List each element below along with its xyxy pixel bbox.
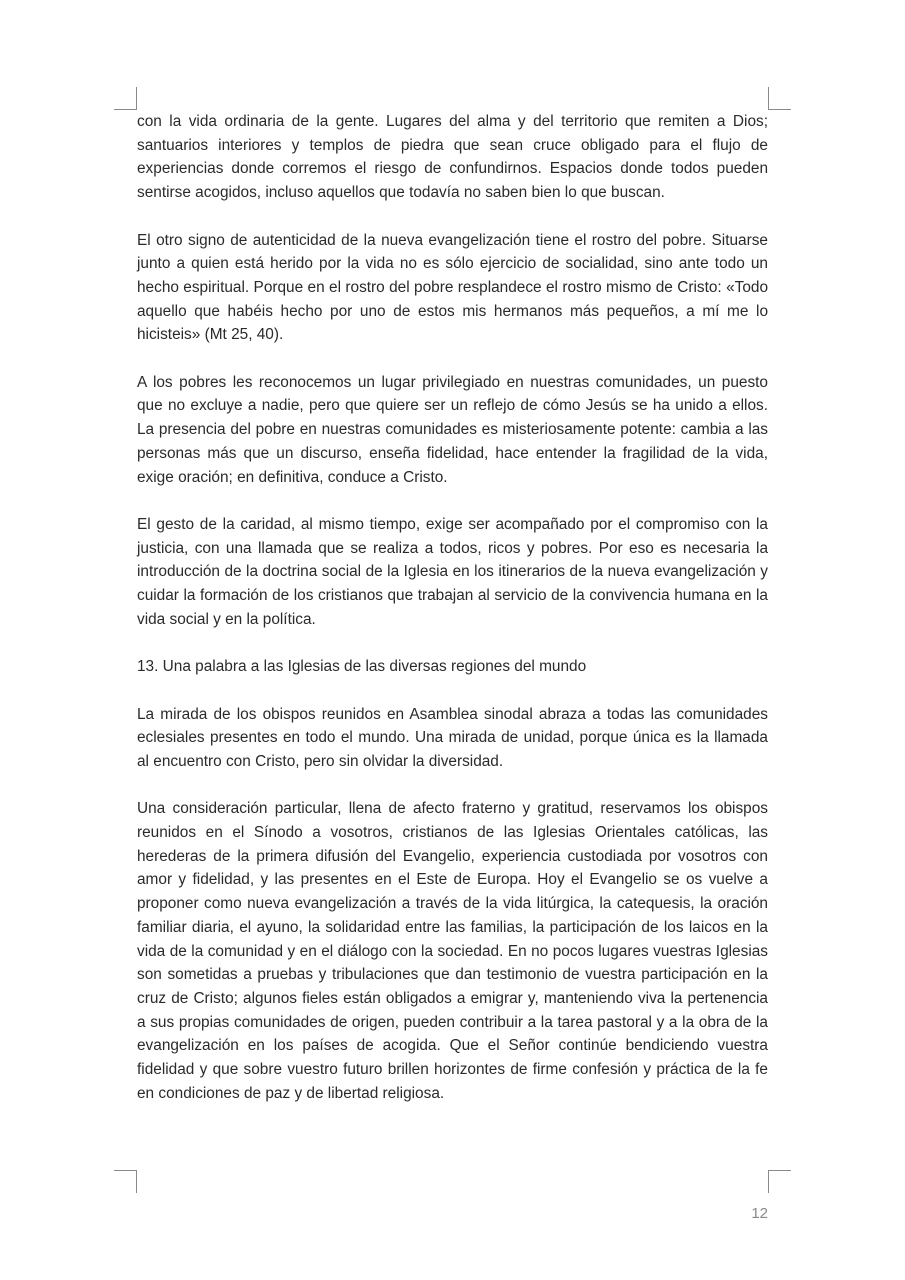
page-number: 12 bbox=[751, 1205, 768, 1222]
section-heading: 13. Una palabra a las Iglesias de las diversas regiones del mundo bbox=[137, 658, 587, 676]
crop-mark-bottom-right bbox=[768, 1170, 791, 1193]
page-body bbox=[137, 110, 768, 1129]
paragraph: A los pobres les reconocemos un lugar privilegiado en nuestras comunidades, un puesto que no excluye a nadie, pero que quiere ser un reflejo de cómo Jesús se ha unido a ellos. La presencia del pobre en nuestras comunidades es misteriosamente potente: cambia a las personas más que un discurso, enseña fidelidad, hace entender la fragilidad de la vida, exige oración; en definitiva, conduce a Cristo. bbox=[137, 373, 768, 486]
crop-mark-bottom-left bbox=[114, 1170, 137, 1193]
paragraph: con la vida ordinaria de la gente. Lugares del alma y del territorio que remiten a Dios; santuarios interiores y templos de piedra que sean cruce obligado para el flujo de experiencias donde corremos el riesgo de confundirnos. Espacios donde todos pueden sentirse acogidos, incluso aquellos que todavía no saben bien lo que buscan. bbox=[137, 113, 768, 202]
paragraph: El otro signo de autenticidad de la nueva evangelización tiene el rostro del pobre. Situarse junto a quien está herido por la vida no es sólo ejercicio de socialidad, sino ante todo un hecho espiritual. Porque en el rostro del pobre resplandece el rostro mismo de Cristo: «Todo aquello que habéis hecho por uno de estos mis hermanos más pequeños, a mí me lo hicisteis» (Mt 25, 40). bbox=[137, 231, 768, 344]
paragraph: Una consideración particular, llena de afecto fraterno y gratitud, reservamos los obispos reunidos en el Sínodo a vosotros, cristianos de las Iglesias Orientales católicas, las herederas de la primera difusión del Evangelio, experiencia custodiada por vosotros con amor y fidelidad, y las presentes en el Este de Europa. Hoy el Evangelio se os vuelve a proponer como nueva evangelización a través de la vida litúrgica, la catequesis, la oración familiar diaria, el ayuno, la solidaridad entre las familias, la participación de los laicos en la vida de la comunidad y en el diálogo con la sociedad. En no pocos lugares vuestras Iglesias son sometidas a pruebas y tribulaciones que dan testimonio de vuestra participación en la cruz de Cristo; algunos fieles están obligados a emigrar y, manteniendo viva la pertenencia a sus propias comunidades de origen, pueden contribuir a la tarea pastoral y a la obra de la evangelización en los países de acogida. Que el Señor continúe bendiciendo vuestra fidelidad y que sobre vuestro futuro brillen horizontes de firme confesión y práctica de la fe en condiciones de paz y de libertad religiosa. bbox=[137, 800, 768, 1102]
paragraph: La mirada de los obispos reunidos en Asamblea sinodal abraza a todas las comunidades eclesiales presentes en todo el mundo. Una mirada de unidad, porque única es la llamada al encuentro con Cristo, pero sin olvidar la diversidad. bbox=[137, 705, 768, 770]
paragraph: El gesto de la caridad, al mismo tiempo, exige ser acompañado por el compromiso con la justicia, con una llamada que se realiza a todos, ricos y pobres. Por eso es necesaria la introducción de la doctrina social de la Iglesia en los itinerarios de la nueva evangelización y cuidar la formación de los cristianos que trabajan al servicio de la convivencia humana en la vida social y en la política. bbox=[137, 515, 768, 628]
crop-mark-top-left bbox=[114, 87, 137, 110]
crop-mark-top-right bbox=[768, 87, 791, 110]
